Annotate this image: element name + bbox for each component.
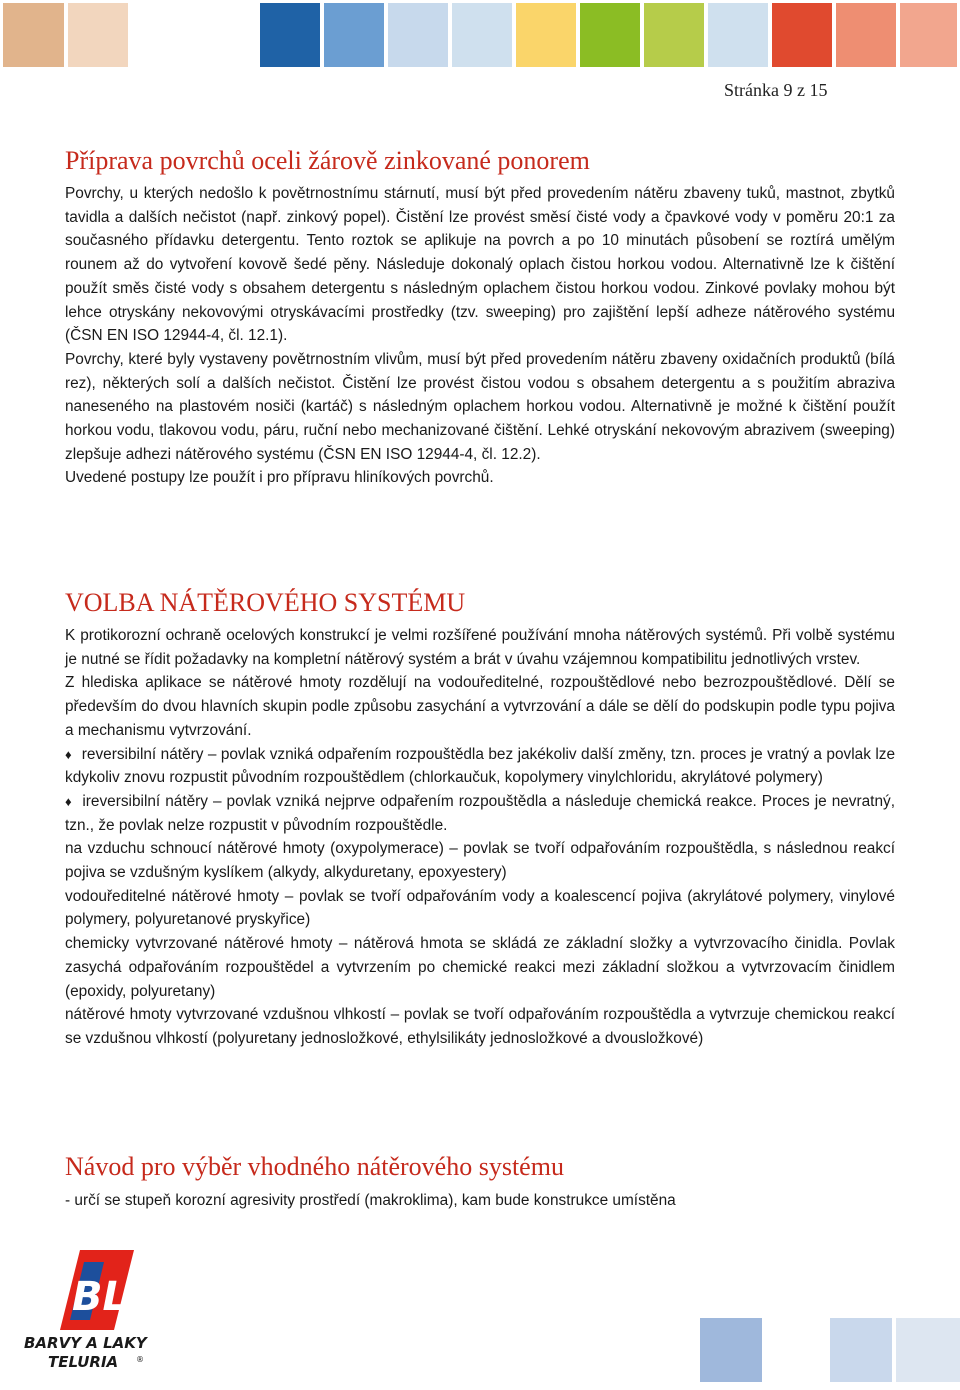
logo-graphic	[22, 1248, 172, 1373]
strip-block	[68, 3, 128, 67]
logo-line2: TELURIA	[48, 1353, 119, 1371]
section-heading-surface-prep: Příprava povrchů oceli žárově zinkované ponorem	[65, 146, 590, 175]
section-selection-guide	[65, 1189, 895, 1213]
strip-block	[516, 3, 576, 67]
company-logo	[22, 1248, 172, 1373]
bullet-item	[65, 790, 895, 837]
section-coating-system	[65, 624, 895, 1051]
strip-block	[644, 3, 704, 67]
bullet-text: reversibilní nátěry – povlak vzniká odpařením rozpouštědla bez jakékoliv další změny, tzn. proces je vratný a povlak lze kdykoliv znovu rozpustit původním rozpouštědlem (chlorkaučuk, kopolymery vinylchloridu, akrylátové polymery)	[65, 745, 896, 787]
footer-block	[896, 1318, 960, 1382]
strip-block	[260, 3, 320, 67]
footer-color-blocks	[700, 1318, 960, 1382]
diamond-bullet-icon: ♦	[65, 746, 72, 762]
paragraph: Z hlediska aplikace se nátěrové hmoty rozdělují na vodouředitelné, rozpouštědlové nebo bezrozpouštědlové. Dělí se především do dvou hlavních skupin podle způsobu zasychání a vytvrzování a dále se dělí do podskupin podle typu pojiva a mechanismu vytvrzování.	[65, 674, 895, 739]
paragraph: na vzduchu schnoucí nátěrové hmoty (oxypolymerace) – povlak se tvoří odpařováním rozpouštědla, s následnou reakcí pojiva se vzdušným kyslíkem (alkydy, alkyduretany, epoxyestery)	[65, 840, 895, 882]
footer-block	[766, 1318, 826, 1382]
strip-block	[388, 3, 448, 67]
paragraph: chemicky vytvrzované nátěrové hmoty – nátěrová hmota se skládá ze základní složky a vytvrzovacího činidla. Povlak zasychá odpařováním rozpouštědel a vytvrzením po chemické reakci mezi základní složkou a vytvrzovacím činidlem (epoxidy, polyuretany)	[65, 935, 895, 1000]
paragraph: K protikorozní ochraně ocelových konstrukcí je velmi rozšířené používání mnoha nátěrových systémů. Při volbě systému je nutné se řídit požadavky na kompletní nátěrový systém a brát v úvahu vzájemnou kompatibilitu jednotlivých vrstev.	[65, 627, 895, 668]
strip-block	[772, 3, 832, 67]
paragraph: Povrchy, které byly vystaveny povětrnostním vlivům, musí být před provedením nátěru zbaveny oxidačních produktů (bílá rez), některých solí a dalších nečistot. Čistění lze provést čistou vodou s obsahem detergentu a s použitím abraziva naneseného na plastovém nosiči (kartáč) s následným oplachem horkou vodou. Alternativně je možné k čištění použít horkou vodu, tlakovou vodu, páru, ruční nebo mechanizované čištění. Lehké otryskání nekovovým abrazivem (sweeping) zlepšuje adhezi nátěrového systému (ČSN EN ISO 12944-4, čl. 12.2).	[65, 350, 895, 463]
logo-initials: BL	[72, 1274, 128, 1320]
paragraph: - určí se stupeň korozní agresivity prostředí (makroklima), kam bude konstrukce umístěna	[65, 1192, 676, 1209]
paragraph: nátěrové hmoty vytvrzované vzdušnou vlhkostí – povlak se tvoří odpařováním rozpouštědla a vytvrzuje chemickou reakcí se vzdušnou vlhkostí (polyuretany jednosložkové, ethylsilikáty jednosložkové a dvousložkové)	[65, 1006, 895, 1047]
paragraph: vodouředitelné nátěrové hmoty – povlak se tvoří odpařováním vody a koalescencí pojiva (akrylátové polymery, vinylové polymery, polyuretanové pryskyřice)	[65, 887, 895, 929]
paragraph: Uvedené postupy lze použít i pro přípravu hliníkových povrchů.	[65, 469, 494, 487]
section-heading-coating-system: VOLBA NÁTĚROVÉHO SYSTÉMU	[65, 588, 466, 617]
strip-block	[580, 3, 640, 67]
strip-block	[836, 3, 896, 67]
footer-block	[700, 1318, 762, 1382]
strip-block	[900, 3, 957, 67]
section-heading-selection-guide: Návod pro výběr vhodného nátěrového systému	[65, 1152, 564, 1181]
strip-block	[3, 3, 64, 67]
strip-block	[452, 3, 512, 67]
strip-block	[324, 3, 384, 67]
header-color-strip	[3, 3, 957, 67]
bullet-item	[65, 743, 895, 790]
logo-registered-mark: ®	[136, 1355, 144, 1364]
logo-line1: BARVY A LAKY	[24, 1334, 147, 1352]
strip-block	[132, 3, 256, 67]
bullet-text: ireversibilní nátěry – povlak vzniká nejprve odpařením rozpouštědla a následuje chemická reakce. Proces je nevratný, tzn., že povlak nelze rozpustit v původním rozpouštědle.	[65, 792, 895, 834]
section-surface-prep	[65, 182, 895, 490]
diamond-bullet-icon: ♦	[65, 793, 73, 809]
strip-block	[708, 3, 768, 67]
page-number: Stránka 9 z 15	[724, 80, 828, 100]
footer-block	[830, 1318, 892, 1382]
paragraph: Povrchy, u kterých nedošlo k povětrnostnímu stárnutí, musí být před provedením nátěru zbaveny tuků, mastnot, zbytků tavidla a dalších nečistot (např. zinkový popel). Čistění lze provést směsí čisté vody a čpavkové vody v poměru 20:1 za současného přídavku detergentu. Tento roztok se aplikuje na povrch a po 10 minutách působení se roztírá umělým rounem až do vytvoření kovově šedé pěny. Následuje dokonalý oplach čistou horkou vodou. Alternativně lze k čištění použít směs čisté vody s obsahem detergentu s následným oplachem čistou horkou vodou. Zinkové povlaky mohou být lehce otryskány nekovovými otryskávacími prostředky (tzv. sweeping) pro zajištění lepší adheze nátěrového systému (ČSN EN ISO 12944-4, čl. 12.1).	[65, 185, 895, 345]
